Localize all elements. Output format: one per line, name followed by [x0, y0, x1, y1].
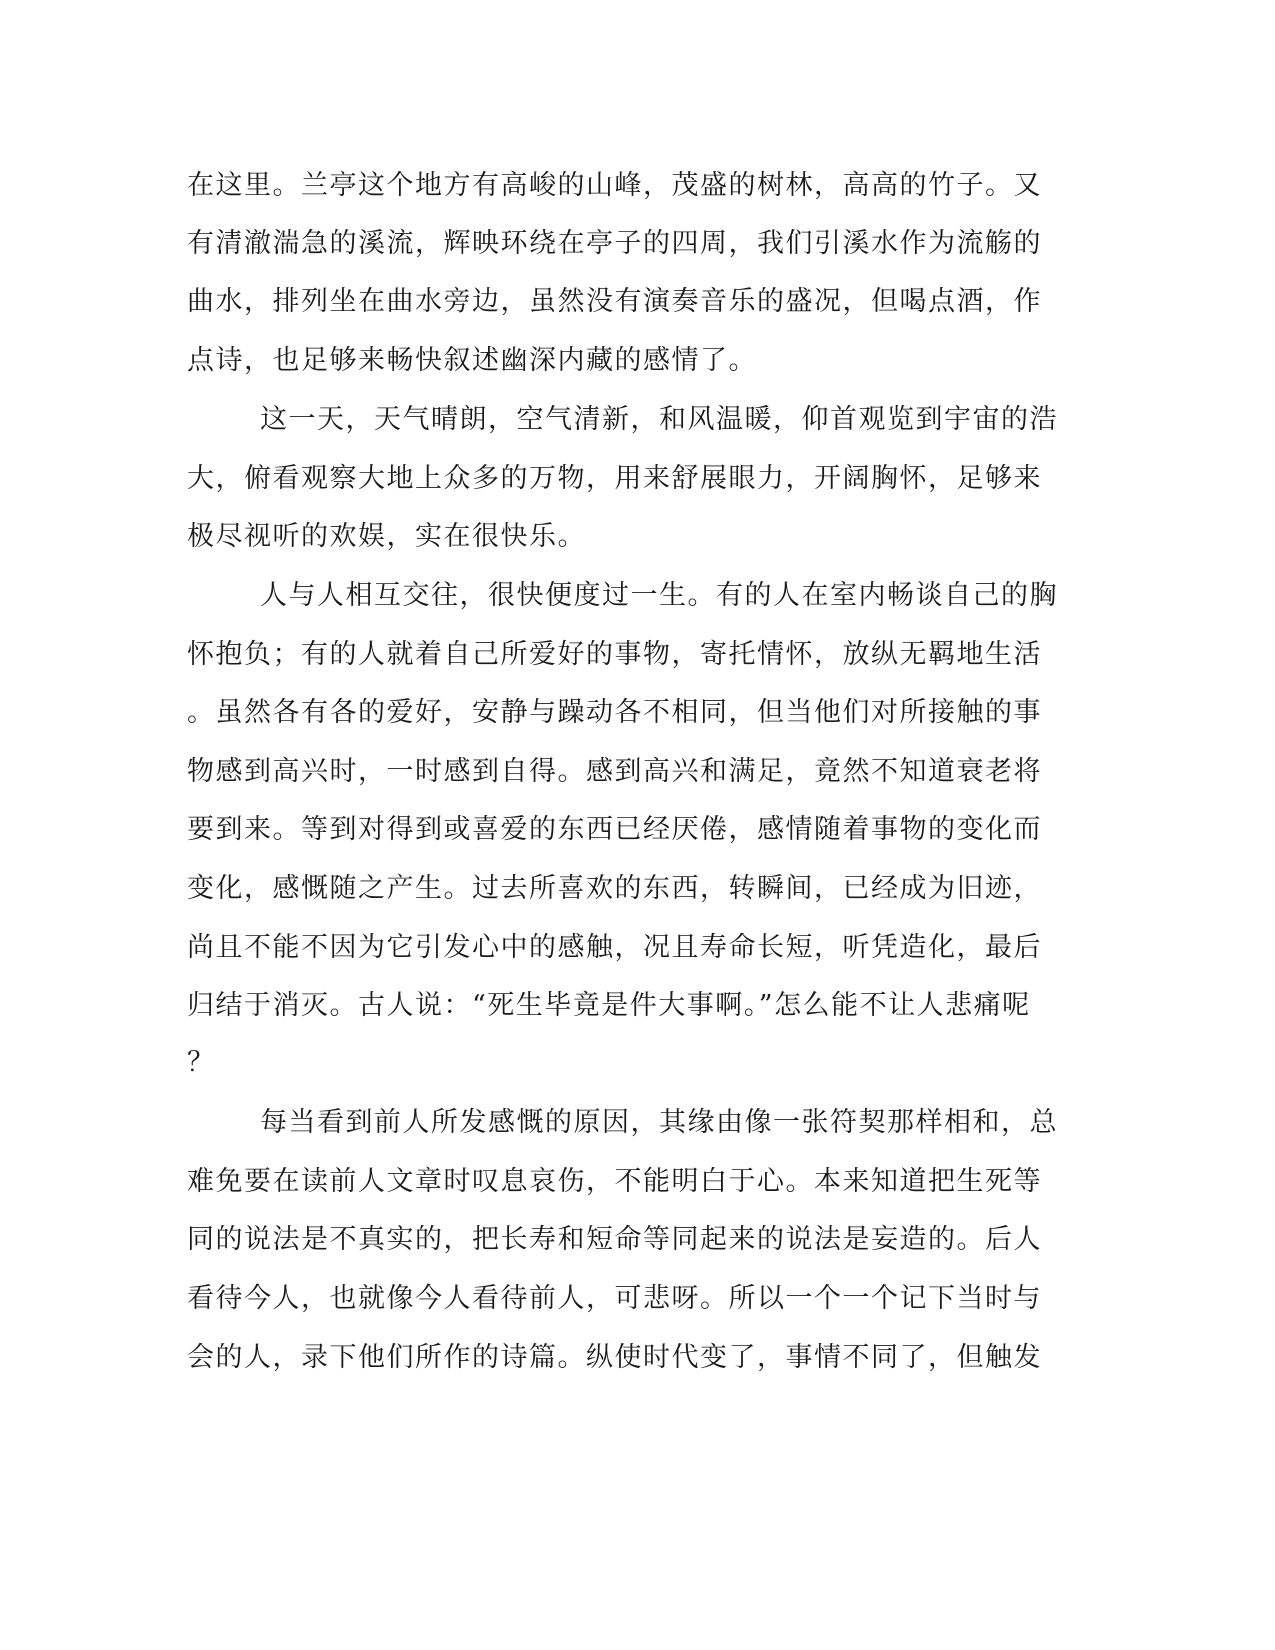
text-line: 会的人，录下他们所作的诗篇。纵使时代变了，事情不同了，但触发 — [187, 1342, 1042, 1373]
text-line: 点诗，也足够来畅快叙述幽深内藏的感情了。 — [187, 345, 757, 376]
text-line: 有清澈湍急的溪流，辉映环绕在亭子的四周，我们引溪水作为流觞的 — [187, 228, 1042, 259]
text-line: 大，俯看观察大地上众多的万物，用来舒展眼力，开阔胸怀，足够来 — [187, 463, 1042, 494]
text-line: 难免要在读前人文章时叹息哀伤，不能明白于心。本来知道把生死等 — [187, 1166, 1042, 1197]
text-line: 在这里。兰亭这个地方有高峻的山峰，茂盛的树林，高高的竹子。又 — [187, 170, 1042, 201]
text-line: 尚且不能不因为它引发心中的感触，况且寿命长短，听凭造化，最后 — [187, 932, 1042, 963]
text-line: 要到来。等到对得到或喜爱的东西已经厌倦，感情随着事物的变化而 — [187, 814, 1042, 845]
text-line: 怀抱负；有的人就着自己所爱好的事物，寄托情怀，放纵无羁地生活 — [187, 639, 1042, 670]
text-line: 归结于消灭。古人说：“死生毕竟是件大事啊。”怎么能不让人悲痛呢 — [187, 990, 1031, 1021]
text-line: 物感到高兴时，一时感到自得。感到高兴和满足，竟然不知道衰老将 — [187, 756, 1042, 787]
text-line: 同的说法是不真实的，把长寿和短命等同起来的说法是妄造的。后人 — [187, 1224, 1042, 1255]
text-line: 曲水，排列坐在曲水旁边，虽然没有演奏音乐的盛况，但喝点酒，作 — [187, 286, 1042, 317]
text-line: 极尽视听的欢娱，实在很快乐。 — [187, 521, 586, 552]
text-line: 这一天，天气晴朗，空气清新，和风温暖，仰首观览到宇宙的浩 — [260, 404, 1058, 435]
text-line: 看待今人，也就像今人看待前人，可悲呀。所以一个一个记下当时与 — [187, 1283, 1042, 1314]
text-line: 每当看到前人所发感慨的原因，其缘由像一张符契那样相和，总 — [260, 1107, 1058, 1138]
text-line: 变化，感慨随之产生。过去所喜欢的东西，转瞬间，已经成为旧迹， — [187, 873, 1042, 904]
text-line: 。虽然各有各的爱好，安静与躁动各不相同，但当他们对所接触的事 — [187, 697, 1042, 728]
text-line: 人与人相互交往，很快便度过一生。有的人在室内畅谈自己的胸 — [260, 580, 1058, 611]
text-line: ？ — [187, 1047, 216, 1078]
